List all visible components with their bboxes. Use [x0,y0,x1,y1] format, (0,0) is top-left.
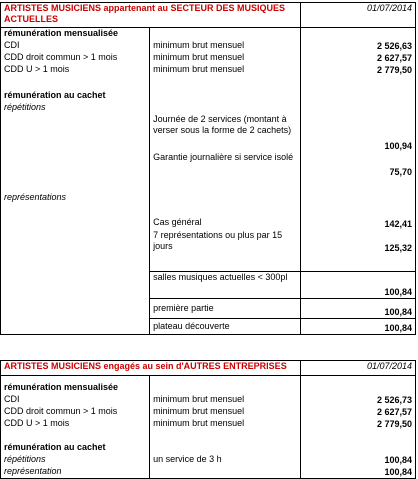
row-desc: un service de 3 h [150,454,301,466]
row-value: 100,84 [301,454,416,466]
row-value: 100,84 [301,299,416,319]
row-label: représentation [1,466,150,479]
table-row [1,272,416,299]
row-desc: minimum brut mensuel [150,40,301,52]
table-row [1,64,416,76]
row-value: 2 526,73 [301,394,416,406]
row-desc: 7 représentations ou plus par 15 jours [150,230,301,254]
subsection-heading: répétitions [1,102,150,114]
row-value: 2 779,50 [301,64,416,76]
table-row [1,217,416,230]
row-desc: minimum brut mensuel [150,52,301,64]
row-label: CDD U > 1 mois [1,418,150,430]
table-row [1,319,416,335]
row-desc: plateau découverte [150,319,301,335]
row-label: CDD droit commun > 1 mois [1,52,150,64]
row-desc: minimum brut mensuel [150,418,301,430]
section-heading: rémunération au cachet [1,442,150,454]
table-row [1,52,416,64]
row-value: 2 627,57 [301,52,416,64]
section-heading: rémunération mensualisée [1,382,150,394]
table-date: 01/07/2014 [301,361,416,376]
table-row [1,406,416,418]
table-title: ARTISTES MUSICIENS appartenant au SECTEUR DES MUSIQUES ACTUELLES [1,3,301,28]
table-title: ARTISTES MUSICIENS engagés au sein d'AUTRES ENTREPRISES [1,361,301,376]
table-row [1,40,416,52]
subsection-heading: représentations [1,192,150,205]
row-desc: Cas général [150,217,301,230]
row-desc: Garantie journalière si service isolé [150,152,301,178]
row-value: 100,84 [301,466,416,479]
table-date: 01/07/2014 [301,3,416,28]
table-row [1,454,416,466]
row-value: 2 779,50 [301,418,416,430]
section-heading: rémunération au cachet [1,90,150,102]
row-label: CDI [1,40,150,52]
row-label: répétitions [1,454,150,466]
row-value: 100,84 [301,319,416,335]
row-desc: salles musiques actuelles < 300pl [150,272,301,299]
row-desc: Journée de 2 services (montant à verser sous la forme de 2 cachets) [150,114,301,152]
row-value: 2 627,57 [301,406,416,418]
row-label: CDD droit commun > 1 mois [1,406,150,418]
row-value: 100,94 [301,114,416,152]
row-desc [150,466,301,479]
table-row [1,394,416,406]
row-value: 2 526,63 [301,40,416,52]
table-row [1,114,416,152]
table-musiques-actuelles [0,2,416,335]
table-autres-entreprises [0,360,416,479]
row-value: 100,84 [301,272,416,299]
table-row [1,466,416,479]
row-desc: minimum brut mensuel [150,406,301,418]
section-heading: rémunération mensualisée [1,28,150,40]
row-label: CDI [1,394,150,406]
row-desc: première partie [150,299,301,319]
table-row [1,299,416,319]
table-row [1,230,416,254]
row-value: 125,32 [301,230,416,254]
row-value: 75,70 [301,152,416,178]
row-desc: minimum brut mensuel [150,64,301,76]
row-label: CDD U > 1 mois [1,64,150,76]
table-row [1,152,416,178]
table-row [1,418,416,430]
row-value: 142,41 [301,217,416,230]
row-desc: minimum brut mensuel [150,394,301,406]
